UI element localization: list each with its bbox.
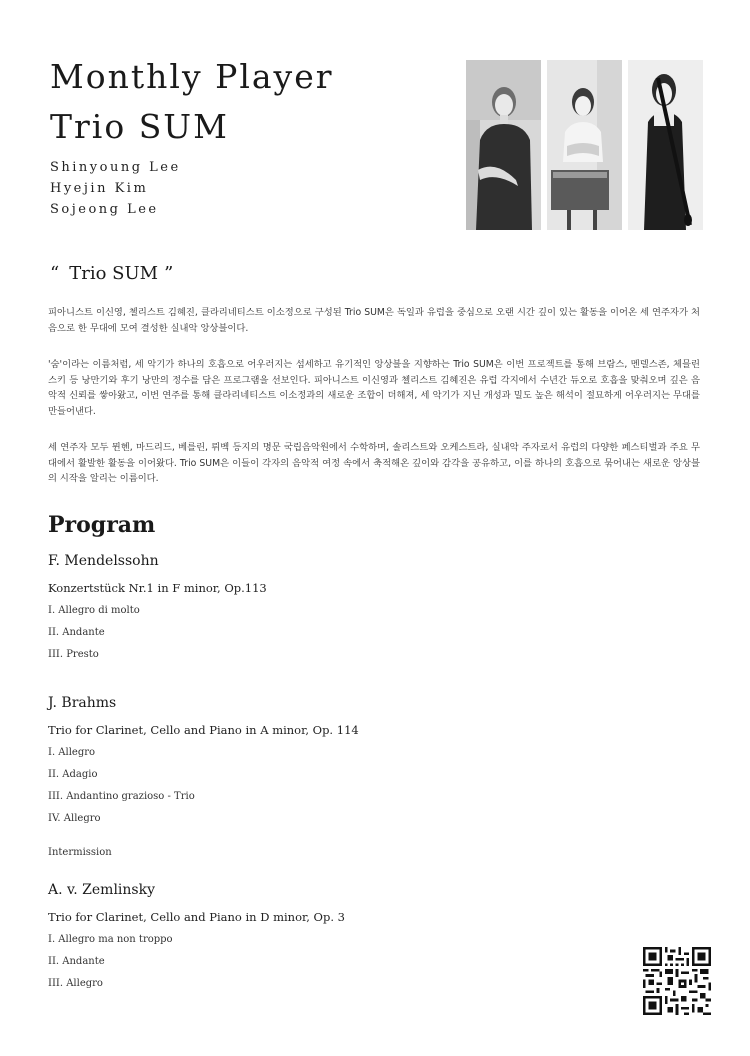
program-list [48, 553, 608, 1000]
intermission-label: Intermission [48, 847, 112, 858]
movement: II. Adagio [48, 769, 98, 780]
member-name: Sojeong Lee [50, 202, 159, 217]
movement: I. Allegro ma non troppo [48, 934, 173, 945]
trio-name: Trio SUM [69, 263, 159, 284]
program-piece [48, 695, 608, 825]
program-heading: Program [48, 512, 156, 538]
member-name: Shinyoung Lee [50, 160, 181, 175]
page-title [50, 52, 334, 152]
section-title-trio [50, 263, 173, 284]
movement: III. Andantino grazioso - Trio [48, 791, 195, 802]
intro-paragraph: 세 연주자 모두 뮌헨, 마드리드, 베를린, 뤼벡 등지의 명문 국립음악원에서 수학하며, 솔리스트와 오케스트라, 실내악 주자로서 유럽의 다양한 페스티벌과 주요 무대에서 활발한 활동을 이어왔다. Trio SUM은 이들이 각자의 음악적 여정 속에서 축적해온 깊이와 감각을 공유하고, 이를 하나의 호흡으로 묶어내는 새로운 앙상블의 시작을 알리는 이름이다. [48, 442, 700, 484]
member-list [50, 157, 181, 220]
movement: II. Andante [48, 956, 105, 967]
title-line-2: Trio SUM [50, 107, 229, 146]
qr-code-icon[interactable] [643, 947, 711, 1015]
movement: IV. Allegro [48, 813, 101, 824]
work-title: Konzertstück Nr.1 in F minor, Op.113 [48, 581, 267, 595]
program-piece [48, 882, 608, 990]
composer-name: A. v. Zemlinsky [48, 882, 155, 898]
pianist-photo [466, 60, 541, 230]
clarinetist-photo [628, 60, 703, 230]
open-quote: “ [50, 263, 60, 284]
movement: I. Allegro di molto [48, 605, 140, 616]
work-title: Trio for Clarinet, Cello and Piano in D minor, Op. 3 [48, 910, 345, 924]
movement: III. Presto [48, 649, 99, 660]
composer-name: F. Mendelssohn [48, 553, 159, 569]
member-name: Hyejin Kim [50, 181, 149, 196]
close-quote: ” [164, 263, 174, 284]
cellist-photo [547, 60, 622, 230]
movement: II. Andante [48, 627, 105, 638]
movement: I. Allegro [48, 747, 96, 758]
work-title: Trio for Clarinet, Cello and Piano in A minor, Op. 114 [48, 723, 359, 737]
title-line-1: Monthly Player [50, 57, 334, 96]
intro-text [48, 305, 700, 508]
intro-paragraph: 피아니스트 이신영, 첼리스트 김혜진, 클라리네티스트 이소정으로 구성된 Trio SUM은 독일과 유럽을 중심으로 오랜 시간 깊이 있는 활동을 이어온 세 연주자가 처음으로 한 무대에 모여 결성한 실내악 앙상블이다. [48, 307, 700, 334]
composer-name: J. Brahms [48, 695, 117, 711]
program-piece [48, 553, 608, 661]
member-photos [466, 60, 703, 230]
intro-paragraph: '숨'이라는 이름처럼, 세 악기가 하나의 호흡으로 어우러지는 섬세하고 유기적인 앙상블을 지향하는 Trio SUM은 이번 프로젝트를 통해 브람스, 멘델스존, 체믈린스키 등 낭만기와 후기 낭만의 정수를 담은 프로그램을 선보인다. 피아니스트 이신영과 첼리스트 김혜진은 유럽 각지에서 수년간 듀오로 호흡을 맞춰오며 깊은 음악적 신뢰를 쌓아왔고, 이번 연주를 통해 클라리네티스트 이소정과의 새로운 조합이 더해져, 세 악기가 지닌 개성과 밀도 높은 해석이 절묘하게 어우러지는 무대를 만들어낸다. [48, 359, 700, 417]
movement: III. Allegro [48, 978, 103, 989]
